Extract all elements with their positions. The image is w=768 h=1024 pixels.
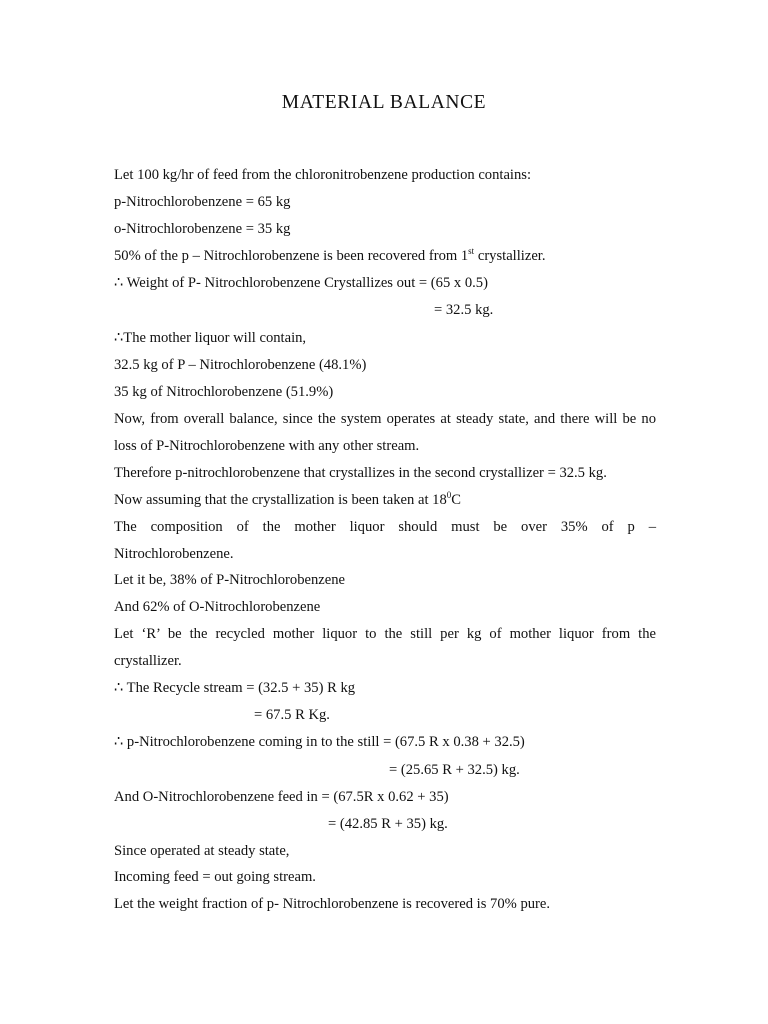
composition-line-2: Nitrochlorobenzene. <box>114 546 234 562</box>
feed-equation: Incoming feed = out going stream. <box>114 869 316 885</box>
o-nitro-quantity: o-Nitrochlorobenzene = 35 kg <box>114 221 291 237</box>
crystallized-weight-formula: ∴ Weight of P- Nitrochlorobenzene Crystallizes out = (65 x 0.5) <box>114 275 488 291</box>
crystallized-weight-result: = 32.5 kg. <box>434 302 494 318</box>
feed-statement: Let 100 kg/hr of feed from the chloronitrobenzene production contains: <box>114 167 532 183</box>
composition-line-1: The composition of the mother liquor should must be over 35% of p – <box>114 519 656 535</box>
overall-balance-line-2: loss of P-Nitrochlorobenzene with any other stream. <box>114 438 420 454</box>
second-crystallizer-statement: Therefore p-nitrochlorobenzene that crystallizes in the second crystallizer = 32.5 kg. <box>114 465 607 481</box>
o-nitro-percent: And 62% of O-Nitrochlorobenzene <box>114 599 321 615</box>
p-nitro-quantity: p-Nitrochlorobenzene = 65 kg <box>114 194 291 210</box>
mother-liquor-p-nitro: 32.5 kg of P – Nitrochlorobenzene (48.1%) <box>114 357 367 373</box>
recycle-stream-formula: ∴ The Recycle stream = (32.5 + 35) R kg <box>114 680 356 696</box>
recycle-definition-line-1: Let ‘R’ be the recycled mother liquor to the still per kg of mother liquor from the <box>114 626 656 642</box>
temperature-assumption: Now assuming that the crystallization is been taken at $18^0C$ <box>114 490 461 508</box>
p-nitro-still-formula: ∴ p-Nitrochlorobenzene coming in to the still = (67.5 R x 0.38 + 32.5) <box>114 734 525 750</box>
page-title: MATERIAL BALANCE <box>281 92 487 113</box>
recycle-definition-line-2: crystallizer. <box>114 653 182 669</box>
mother-liquor-nitro: 35 kg of Nitrochlorobenzene (51.9%) <box>114 384 334 400</box>
overall-balance-line-1: Now, from overall balance, since the system operates at steady state, and there will be no <box>114 411 656 427</box>
o-nitro-feed-result: = (42.85 R + 35) kg. <box>328 816 448 832</box>
mother-liquor-intro: ∴The mother liquor will contain, <box>114 330 307 346</box>
p-nitro-still-result: = (25.65 R + 32.5) kg. <box>389 762 520 778</box>
recycle-stream-result: = 67.5 R Kg. <box>254 707 330 723</box>
steady-state-statement: Since operated at steady state, <box>114 843 290 859</box>
recovery-statement: 50% of the p – Nitrochlorobenzene is been recovered from 1st crystallizer. <box>114 246 546 264</box>
o-nitro-feed-formula: And O-Nitrochlorobenzene feed in = (67.5R x 0.62 + 35) <box>114 789 449 805</box>
p-nitro-percent: Let it be, 38% of P-Nitrochlorobenzene <box>114 572 345 588</box>
weight-fraction-statement: Let the weight fraction of p- Nitrochlorobenzene is recovered is 70% pure. <box>114 896 551 912</box>
